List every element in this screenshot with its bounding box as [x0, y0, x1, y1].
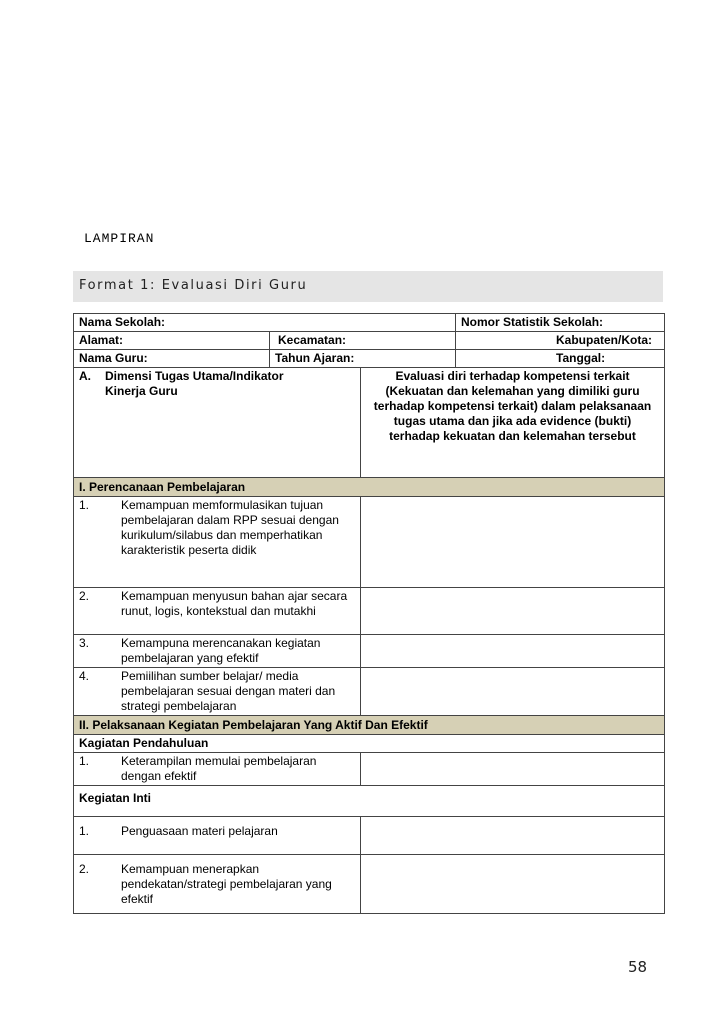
table-row	[74, 855, 665, 914]
evaluation-cell	[361, 635, 665, 668]
section-perencanaan	[74, 478, 665, 497]
evaluation-cell	[361, 855, 665, 914]
nama-guru-label: Nama Guru:	[74, 350, 270, 368]
evaluation-cell	[361, 753, 665, 786]
table-row	[74, 588, 665, 635]
section-pelaksanaan	[74, 716, 665, 735]
alamat-label: Alamat:	[74, 332, 270, 350]
item-text: Keterampilan memulai pembelajaran dengan efektif	[121, 754, 317, 783]
item-text: Kemampuna merencanakan kegiatan pembelajaran yang efektif	[121, 636, 321, 665]
col-a-label: A.	[79, 369, 91, 383]
subsection-title: Kagiatan Pendahuluan	[74, 735, 665, 753]
item-number: 2.	[79, 862, 90, 876]
nomor-statistik-label: Nomor Statistik Sekolah:	[456, 314, 665, 332]
table-row	[74, 753, 665, 786]
item-text: Penguasaan materi pelajaran	[121, 824, 278, 838]
subsection-pendahuluan	[74, 735, 665, 753]
subsection-title: Kegiatan Inti	[74, 786, 665, 817]
kecamatan-text: Kecamatan:	[278, 333, 347, 347]
row-column-headers	[74, 368, 665, 478]
row-nama-sekolah	[74, 314, 665, 332]
item-number: 1.	[79, 754, 90, 768]
section-title: II. Pelaksanaan Kegiatan Pembelajaran Yang Aktif Dan Efektif	[74, 716, 665, 735]
item-number: 4.	[79, 669, 90, 683]
evaluation-cell	[361, 817, 665, 855]
format-title-bar	[73, 271, 663, 302]
evaluation-cell	[361, 497, 665, 588]
table-row	[74, 497, 665, 588]
row-alamat	[74, 332, 665, 350]
col-a-header	[74, 368, 361, 478]
table-row	[74, 668, 665, 716]
nama-sekolah-label: Nama Sekolah:	[74, 314, 456, 332]
col-b-header: Evaluasi diri terhadap kompetensi terkait (Kekuatan dan kelemahan yang dimiliki guru terhadap kompetensi terkait) dalam pelaksanaan tugas utama dan jika ada evidence (bukti) terhadap kekuatan dan kelemahan tersebut	[361, 368, 665, 478]
row-nama-guru	[74, 350, 665, 368]
kabupaten-label: Kabupaten/Kota:	[456, 332, 665, 350]
item-text: Kemampuan menyusun bahan ajar secara runut, logis, kontekstual dan mutakhi	[121, 589, 348, 618]
table-row	[74, 635, 665, 668]
format-title: Format 1: Evaluasi Diri Guru	[79, 278, 308, 293]
lampiran-heading: LAMPIRAN	[84, 231, 155, 246]
tanggal-label: Tanggal:	[456, 350, 665, 368]
item-number: 1.	[79, 824, 90, 838]
item-number: 2.	[79, 589, 90, 603]
item-number: 3.	[79, 636, 90, 650]
evaluation-table	[73, 313, 665, 914]
kecamatan-label	[270, 332, 456, 350]
item-text: Kemampuan memformulasikan tujuan pembelajaran dalam RPP sesuai dengan kurikulum/silabus dan memperhatikan karakteristik peserta didik	[121, 498, 339, 557]
item-text: Kemampuan menerapkan pendekatan/strategi pembelajaran yang efektif	[121, 862, 332, 906]
table-row	[74, 817, 665, 855]
evaluation-cell	[361, 588, 665, 635]
page-number: 58	[628, 958, 648, 976]
item-text: Pemiilihan sumber belajar/ media pembelajaran sesuai dengan materi dan strategi pembelajaran	[121, 669, 336, 713]
section-title: I. Perencanaan Pembelajaran	[74, 478, 665, 497]
subsection-inti	[74, 786, 665, 817]
tahun-ajaran-label: Tahun Ajaran:	[270, 350, 456, 368]
evaluation-cell	[361, 668, 665, 716]
item-number: 1.	[79, 498, 90, 512]
col-a-text: Dimensi Tugas Utama/Indikator Kinerja Guru	[105, 369, 284, 398]
